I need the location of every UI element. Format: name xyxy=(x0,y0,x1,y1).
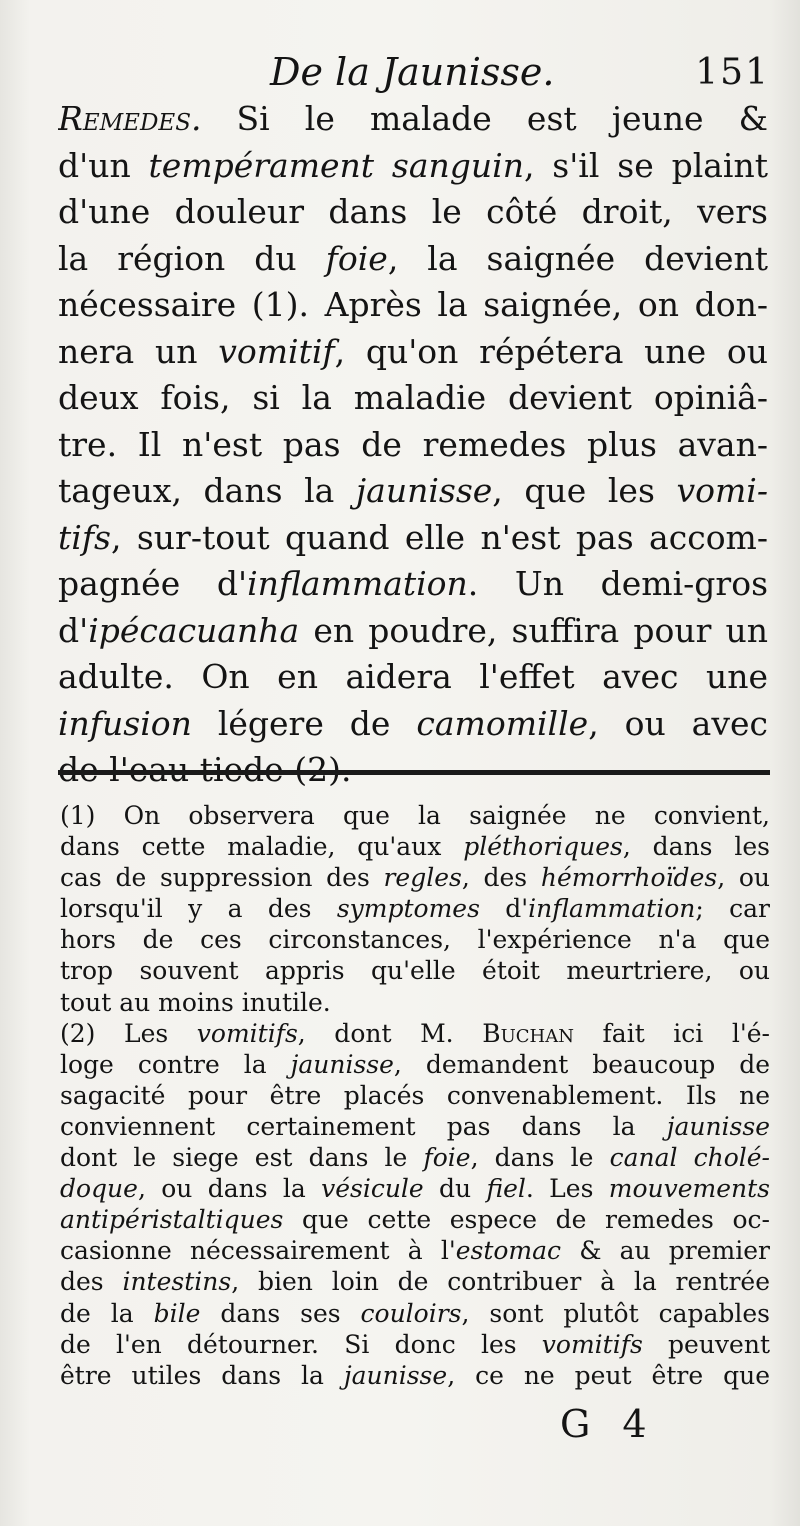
italic-term: antipéristaltiques xyxy=(60,1205,284,1235)
italic-term: jaunisse xyxy=(355,471,493,510)
text-line: adulte. On en aidera l'effet avec une xyxy=(58,657,768,696)
footnote-line xyxy=(60,893,770,924)
footnote-line xyxy=(60,1142,770,1173)
italic-term: intestins xyxy=(122,1267,232,1297)
footnote-line: hors de ces circonstances, l'expérience n'a que xyxy=(60,925,770,955)
italic-term: jaunisse xyxy=(290,1049,394,1079)
text-line xyxy=(58,468,768,515)
italic-term: vomitifs xyxy=(541,1329,643,1359)
text-span: , ou xyxy=(717,863,770,893)
italic-term: ipécacuanha xyxy=(88,610,300,650)
text-span: loge contre la xyxy=(60,1049,291,1079)
italic-term: foie xyxy=(423,1143,471,1173)
text-span: d'un xyxy=(58,145,149,185)
text-line: d'une douleur dans le côté droit, vers xyxy=(58,192,768,231)
footnote-line xyxy=(60,1329,770,1360)
text-span: . Les xyxy=(525,1174,609,1204)
text-span: la région du xyxy=(58,238,326,278)
italic-term: vésicule xyxy=(321,1174,424,1204)
author-name: Buchan xyxy=(482,1018,574,1048)
text-span: , dans les xyxy=(622,832,770,862)
text-span: , sont plutôt capables xyxy=(461,1298,770,1328)
text-span: , bien loin de contribuer à la rentrée xyxy=(231,1267,770,1297)
section-heading: Remedes. xyxy=(58,99,202,138)
text-span: dans cette maladie, qu'aux xyxy=(60,832,464,862)
italic-term: regles xyxy=(383,863,462,893)
footnote-line xyxy=(60,1049,770,1080)
text-span: . Un demi-gros xyxy=(467,564,768,603)
italic-term: jaunisse xyxy=(666,1111,770,1141)
text-span: de l'en détourner. Si donc les xyxy=(60,1329,542,1359)
text-line xyxy=(58,561,768,608)
text-span: , dont M. xyxy=(297,1018,483,1048)
italic-term: bile xyxy=(153,1298,201,1328)
text-span: être utiles dans la xyxy=(60,1360,344,1390)
italic-term: vomitif xyxy=(218,331,335,371)
footnote-line: tout au moins inutile. xyxy=(60,987,331,1017)
text-line xyxy=(58,701,768,748)
text-span: dont le siege est dans le xyxy=(60,1143,424,1173)
footnote-rule xyxy=(58,770,770,775)
text-line xyxy=(58,236,768,283)
italic-term: pléthoriques xyxy=(463,832,623,862)
italic-term: mouvements xyxy=(608,1174,770,1204)
footnotes xyxy=(60,800,770,1391)
italic-term: doque xyxy=(60,1174,138,1204)
text-span: d' xyxy=(58,610,89,650)
page-header xyxy=(60,50,770,100)
footnote-line xyxy=(60,1018,770,1049)
footnote-line: (1) On observera que la saignée ne convient, xyxy=(60,801,770,830)
text-span: , ou dans la xyxy=(137,1174,322,1204)
text-span: du xyxy=(423,1174,487,1204)
text-span: pagnée d' xyxy=(58,564,248,603)
footnote-line xyxy=(60,1235,770,1266)
italic-term: canal cholé- xyxy=(609,1143,770,1173)
italic-term: foie xyxy=(325,238,388,278)
text-span: , sur-tout quand elle n'est pas accom- xyxy=(110,517,768,557)
text-span: que cette espece de remedes oc- xyxy=(283,1205,770,1235)
italic-term: vomi- xyxy=(676,471,768,510)
text-span: (2) Les xyxy=(60,1018,197,1048)
italic-term: inflammation xyxy=(528,894,696,924)
italic-term: tifs xyxy=(58,517,111,557)
text-line: tre. Il n'est pas de remedes plus avan- xyxy=(58,424,768,464)
text-span: , dans le xyxy=(470,1143,610,1173)
text-span: conviennent certainement pas dans la xyxy=(60,1111,667,1141)
text-span: , demandent beaucoup de xyxy=(393,1049,770,1079)
text-span: , ce ne peut être que xyxy=(447,1360,770,1390)
page-number: 151 xyxy=(695,52,770,93)
text-span: , ou avec xyxy=(588,703,768,743)
text-line xyxy=(58,143,768,190)
text-span: & au premier xyxy=(561,1236,770,1266)
footnote-line xyxy=(60,831,770,862)
footnote-line xyxy=(60,1298,770,1329)
italic-term: inflammation xyxy=(247,564,468,603)
footnote-line: sagacité pour être placés convenablement. Ils ne xyxy=(60,1080,770,1110)
italic-term: tempérament sanguin xyxy=(148,145,524,185)
text-span: en poudre, suffira pour un xyxy=(299,610,768,650)
footnote-line xyxy=(60,1111,770,1142)
text-span: d' xyxy=(479,894,529,924)
footnote-line xyxy=(60,1204,770,1235)
text-span: ; car xyxy=(695,894,770,924)
text-line xyxy=(58,96,768,143)
footnote-line xyxy=(60,1173,770,1204)
italic-term: symptomes xyxy=(336,894,480,924)
italic-term: vomitifs xyxy=(196,1018,298,1048)
text-span: tageux, dans la xyxy=(58,471,356,510)
italic-term: couloirs xyxy=(360,1298,462,1328)
italic-term: jaunisse xyxy=(343,1360,448,1390)
text-line: nécessaire (1). Après la saignée, on don- xyxy=(58,285,768,324)
text-span: fait ici l'é- xyxy=(573,1018,770,1048)
text-span: , qu'on répétera une ou xyxy=(334,331,768,371)
text-span: casionne nécessairement à l' xyxy=(60,1236,456,1266)
italic-term: camomille xyxy=(416,703,589,743)
signature-mark: G 4 xyxy=(560,1402,657,1446)
running-title: De la Jaunisse. xyxy=(270,50,555,94)
text-span: , la saignée devient xyxy=(387,238,768,278)
text-span: dans ses xyxy=(200,1298,361,1328)
text-span: , que les xyxy=(492,471,677,510)
text-line xyxy=(58,515,768,562)
text-span: peuvent xyxy=(642,1329,770,1359)
text-span: cas de suppression des xyxy=(60,863,384,893)
footnote-line xyxy=(60,1266,770,1297)
footnote-line xyxy=(60,862,770,893)
text-span: nera un xyxy=(58,331,219,371)
text-span: des xyxy=(60,1267,123,1297)
text-line xyxy=(58,329,768,376)
text-span: légere de xyxy=(191,703,417,743)
text-span: , s'il se plaint xyxy=(523,145,768,185)
footnote-line: trop souvent appris qu'elle étoit meurtriere, ou xyxy=(60,956,770,986)
text-span: lorsqu'il y a des xyxy=(60,894,337,924)
text-line xyxy=(58,608,768,655)
footnote-line xyxy=(60,1360,770,1391)
main-text xyxy=(58,96,768,794)
text-span: , des xyxy=(461,863,541,893)
italic-term: estomac xyxy=(455,1236,562,1266)
text-span: Si le malade est jeune & xyxy=(201,99,768,138)
text-line: deux fois, si la maladie devient opiniâ- xyxy=(58,378,768,417)
italic-term: hémorrhoïdes xyxy=(540,863,718,893)
text-span: de la xyxy=(60,1298,154,1328)
italic-term: infusion xyxy=(58,703,192,743)
italic-term: fiel xyxy=(486,1174,526,1204)
